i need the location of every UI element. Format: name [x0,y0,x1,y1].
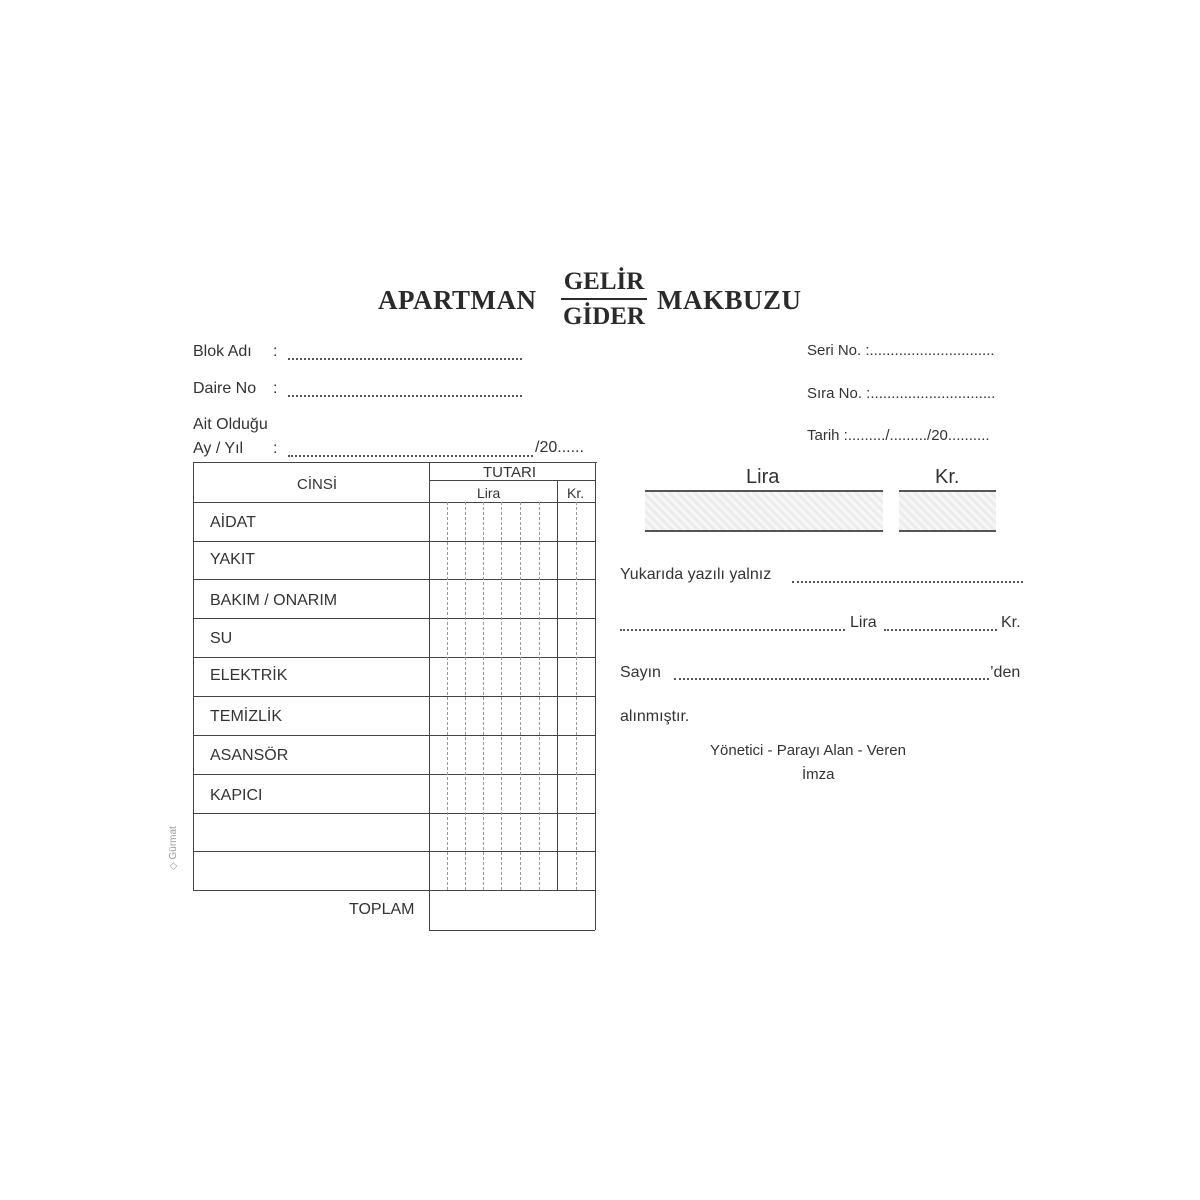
row-label-aidat: AİDAT [210,514,256,531]
tarih[interactable]: Tarih :........./........./20.......... [807,427,990,444]
kr-text-label: Kr. [1001,614,1021,631]
header-bottom [193,502,595,503]
yalniz-field[interactable] [792,581,1023,583]
title-makbuzu: MAKBUZU [657,285,802,315]
row-label-asansor: ASANSÖR [210,747,289,764]
imza-label: İmza [802,766,835,783]
row-line-1 [193,541,595,542]
title-apartman: APARTMAN [378,285,537,315]
blok-adi-label: Blok Adı [193,343,252,360]
blok-adi-field[interactable] [288,358,522,360]
amount-kr-box[interactable] [899,490,996,532]
row-line-8 [193,813,595,814]
table-right [595,462,596,930]
receipt-form [160,255,1040,955]
table-left [193,462,194,890]
kr-text-field[interactable] [884,629,997,631]
sayin-label: Sayın [620,664,661,681]
row-line-4 [193,657,595,658]
row-label-bakim: BAKIM / ONARIM [210,592,338,609]
kr-guide [576,502,577,890]
cinsi-header: CİNSİ [297,476,338,493]
row-line-10 [193,890,595,891]
toplam-label: TOPLAM [349,901,415,918]
daire-no-field[interactable] [288,395,522,397]
daire-no-label: Daire No [193,380,257,397]
ait-oldugu-label: Ait Olduğu [193,416,268,433]
title-gelir-gider [557,267,651,332]
sayin-field[interactable] [674,678,989,680]
lira-text-field[interactable] [620,629,845,631]
daire-no-colon: : [273,380,278,397]
ay-yil-colon: : [273,440,278,457]
lira-guide [520,502,521,890]
amount-lira-label: Lira [746,466,780,488]
lira-text-label: Lira [850,614,877,631]
kr-header: Kr. [567,485,585,501]
items-table [193,462,597,932]
brand-text: Gürmat [168,826,179,860]
yalniz-label: Yukarıda yazılı yalnız [620,566,772,583]
lira-guide [447,502,448,890]
alinmistir-label: alınmıştır. [620,708,690,725]
row-label-su: SU [210,630,233,647]
lira-guide [539,502,540,890]
title-gelir: GELİR [563,268,645,295]
row-line-3 [193,618,595,619]
row-line-9 [193,851,595,852]
row-line-7 [193,774,595,775]
lira-guide [483,502,484,890]
tutari-header: TUTARI [483,464,537,481]
brand-mark [168,826,179,870]
toplam-bottom [429,930,595,931]
den-label: ’den [990,664,1021,681]
row-label-kapici: KAPICI [210,787,263,804]
ay-yil-label: Ay / Yıl [193,440,244,457]
lira-guide [501,502,502,890]
title-fraction-bar [561,298,647,300]
row-line-5 [193,696,595,697]
table-top-right [429,462,597,463]
row-label-temizlik: TEMİZLİK [210,708,283,725]
ay-yil-field[interactable] [288,455,533,457]
signers-label: Yönetici - Parayı Alan - Veren [710,742,906,759]
row-label-elektrik: ELEKTRİK [210,667,288,684]
row-label-yakit: YAKIT [210,551,256,568]
lira-guide [465,502,466,890]
sira-no[interactable]: Sıra No. :.............................. [807,385,996,402]
lira-header: Lira [477,485,501,501]
amount-kr-label: Kr. [935,466,960,488]
amount-lira-box[interactable] [645,490,883,532]
seri-no[interactable]: Seri No. :.............................. [807,342,995,359]
title-gider: GİDER [563,303,645,330]
row-line-6 [193,735,595,736]
blok-adi-colon: : [273,343,278,360]
year-prefix: /20...... [535,439,584,456]
brand-icon: ◇ [168,862,179,870]
table-top-left [193,462,429,463]
row-line-2 [193,579,595,580]
